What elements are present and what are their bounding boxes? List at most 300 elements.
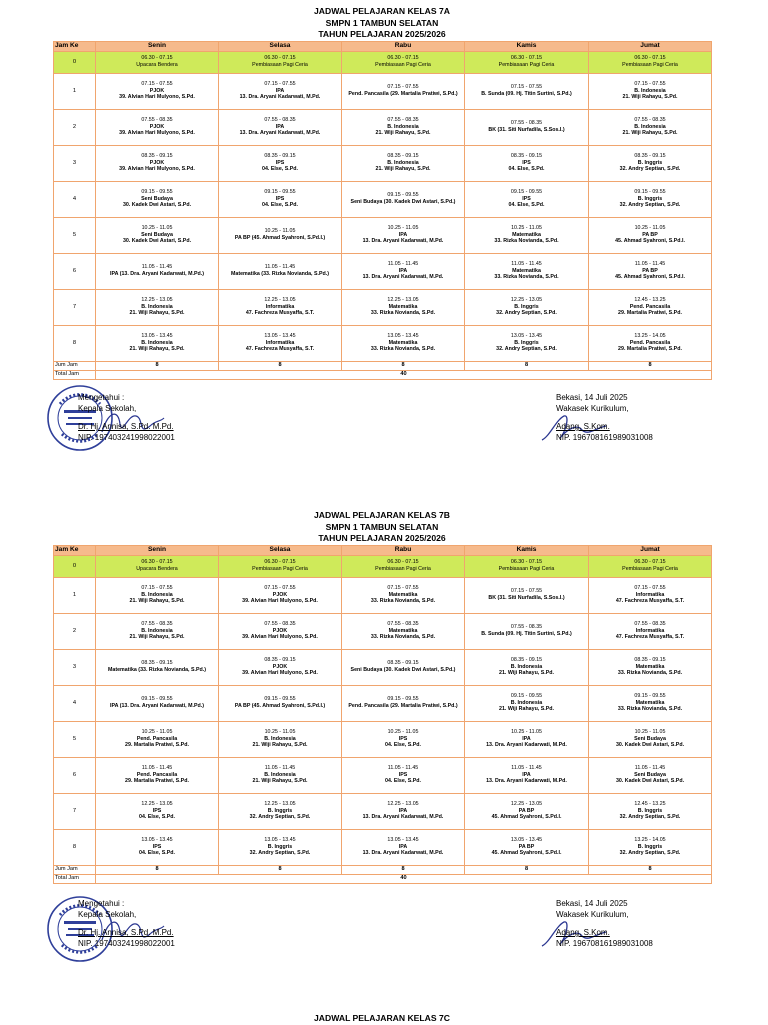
schedule-cell <box>219 325 342 361</box>
period-time: 08.35 - 09.15 <box>264 152 296 159</box>
schedule-table <box>53 545 712 884</box>
table-row <box>54 685 712 721</box>
period-time: 06.30 - 07.15 <box>510 55 543 62</box>
subject-name: B. Indonesia <box>141 627 173 634</box>
school-name: SMPN 1 TAMBUN SELATAN <box>325 17 439 28</box>
subject-name: IPA <box>522 771 531 778</box>
subject-name: Matematika <box>388 339 418 346</box>
period-time: 06.30 - 07.15 <box>387 55 419 62</box>
teacher-name: 32. Andry Septian, S.Pd. <box>619 166 681 173</box>
period-time: 11.05 - 11.45 <box>634 764 666 771</box>
period-time: 06.30 - 07.15 <box>264 559 296 566</box>
day-header-kamis: Kamis <box>465 41 589 51</box>
schedule-cell <box>465 145 589 181</box>
schedule-cell <box>219 613 342 649</box>
acknowledged-label: Mengetahui : <box>78 393 125 402</box>
schedule-cell <box>589 577 712 613</box>
subject-name: Pembiasaan Pagi Ceria <box>622 62 678 68</box>
teacher-name: 21. Wiji Rahayu, S.Pd. <box>622 94 678 101</box>
schedule-cell <box>96 757 219 793</box>
schedule-cell <box>465 649 589 685</box>
subject-name: Informatika <box>265 339 295 346</box>
subject-name: IPA (13. Dra. Aryani Kadarwati, M.Pd.) <box>110 703 204 709</box>
teacher-name: 04. Else, S.Pd. <box>262 166 298 173</box>
period-time: 13.05 - 13.45 <box>264 332 296 339</box>
schedule-cell <box>589 555 712 577</box>
schedule-cell <box>219 181 342 217</box>
schedule-cell <box>342 649 465 685</box>
subject-name: BK (31. Siti Nurfadila, S.Sos.I.) <box>488 127 565 133</box>
day-header-senin: Senin <box>96 41 219 51</box>
schedule-cell <box>219 51 342 73</box>
subject-name: B. Inggris <box>637 195 663 202</box>
period-time: 11.05 - 11.45 <box>387 764 419 771</box>
teacher-name: 33. Rizka Novianda, S.Pd. <box>617 670 683 677</box>
school-year: TAHUN PELAJARAN 2025/2026 <box>318 533 446 543</box>
jam-ke-header: Jam Ke <box>54 41 96 51</box>
period-time: 07.55 - 08.35 <box>510 624 543 631</box>
subject-name: PA BP <box>518 843 535 850</box>
principal-title: Kepala Sekolah, <box>78 403 137 413</box>
subject-name: Seni Budaya (30. Kadek Dwi Astari, S.Pd.) <box>350 199 456 205</box>
subject-name: Seni Budaya (30. Kadek Dwi Astari, S.Pd.) <box>350 667 456 673</box>
schedule-cell <box>96 253 219 289</box>
subject-name: B. Indonesia <box>264 735 296 742</box>
schedule-cell <box>219 649 342 685</box>
schedule-cell <box>96 217 219 253</box>
teacher-name: 29. Martalia Pratiwi, S.Pd. <box>618 346 682 353</box>
period-number: 8 <box>54 829 96 865</box>
period-time: 08.35 - 09.15 <box>264 656 296 663</box>
period-time: 07.15 - 07.55 <box>141 584 173 591</box>
subject-name: PA BP <box>642 231 658 238</box>
schedule-cell <box>96 325 219 361</box>
jum-jam-label: Jum Jam <box>54 361 96 370</box>
teacher-name: 47. Fachreza Musyaffa, S.T. <box>615 634 685 641</box>
jam-ke-header: Jam Ke <box>54 545 96 555</box>
schedule-cell <box>342 829 465 865</box>
period-time: 07.55 - 08.35 <box>634 620 666 627</box>
day-header-senin: Senin <box>96 545 219 555</box>
subject-name: Matematika <box>388 591 418 598</box>
schedule-cell <box>589 829 712 865</box>
table-row <box>54 613 712 649</box>
table-row <box>54 145 712 181</box>
schedule-cell <box>219 289 342 325</box>
subject-name: Informatika <box>635 627 665 634</box>
teacher-name: 32. Andry Septian, S.Pd. <box>619 814 681 821</box>
period-time: 12.45 - 13.25 <box>634 296 666 303</box>
schedule-cell <box>465 73 589 109</box>
period-time: 11.05 - 11.45 <box>141 264 173 271</box>
vice-principal-name: Adang, S.Kom. <box>556 928 610 937</box>
schedule-cell <box>589 181 712 217</box>
table-row <box>54 721 712 757</box>
subject-name: Pembiasaan Pagi Ceria <box>252 566 308 572</box>
schedule-cell <box>96 73 219 109</box>
teacher-name: 21. Wiji Rahayu, S.Pd. <box>252 742 308 749</box>
period-time: 10.25 - 11.05 <box>141 728 173 735</box>
subject-name: IPA <box>522 735 531 742</box>
period-time: 07.55 - 08.35 <box>141 116 173 123</box>
teacher-name: 04. Else, S.Pd. <box>262 202 298 209</box>
teacher-name: 29. Martalia Pratiwi, S.Pd. <box>125 778 189 785</box>
teacher-name: 04. Else, S.Pd. <box>508 166 545 173</box>
subject-name: Pend. Pancasila <box>629 339 671 346</box>
period-time: 09.15 - 09.55 <box>510 692 543 699</box>
subject-name: B. Indonesia <box>634 123 666 130</box>
vice-principal-signature-block <box>556 899 653 949</box>
schedule-cell <box>219 793 342 829</box>
schedule-cell <box>342 217 465 253</box>
subject-name: BK (31. Siti Nurfadila, S.Sos.I.) <box>488 595 565 601</box>
teacher-name: 39. Alvian Hari Mulyono, S.Pd. <box>119 130 195 137</box>
subject-name: IPA <box>275 87 285 94</box>
teacher-name: 33. Rizka Novianda, S.Pd. <box>617 706 683 713</box>
subject-name: IPS <box>398 771 408 778</box>
period-time: 10.25 - 11.05 <box>264 228 296 235</box>
day-header-kamis: Kamis <box>465 545 589 555</box>
vice-principal-nip: NIP. 196708161989031008 <box>556 938 653 948</box>
teacher-name: 21. Wiji Rahayu, S.Pd. <box>375 166 431 173</box>
schedule-7a <box>53 6 711 380</box>
period-time: 10.25 - 11.05 <box>634 224 666 231</box>
teacher-name: 39. Alvian Hari Mulyono, S.Pd. <box>242 634 318 641</box>
schedule-cell <box>219 829 342 865</box>
schedule-7b <box>53 510 711 884</box>
date-place: Bekasi, 14 Juli 2025 <box>556 899 628 908</box>
teacher-name: 04. Else, S.Pd. <box>139 814 175 821</box>
teacher-name: 45. Ahmad Syahroni, S.Pd.I. <box>491 850 562 857</box>
teacher-name: 33. Rizka Novianda, S.Pd. <box>370 346 436 353</box>
period-time: 07.55 - 08.35 <box>141 620 173 627</box>
period-number: 5 <box>54 721 96 757</box>
subject-name: B. Inggris <box>637 843 663 850</box>
period-time: 13.05 - 13.45 <box>510 836 543 843</box>
period-time: 13.05 - 13.45 <box>141 332 173 339</box>
schedule-cell <box>589 757 712 793</box>
period-number: 4 <box>54 181 96 217</box>
schedule-cell <box>465 721 589 757</box>
period-time: 10.25 - 11.05 <box>511 224 542 231</box>
subject-name: Pend. Pancasila (29. Martalia Pratiwi, S.Pd.) <box>348 91 458 97</box>
teacher-name: 32. Andry Septian, S.Pd. <box>496 310 557 317</box>
subject-name: Seni Budaya <box>141 231 173 238</box>
schedule-cell <box>589 51 712 73</box>
total-jam-label: Total Jam <box>54 874 96 883</box>
period-number: 3 <box>54 649 96 685</box>
schedule-cell <box>219 577 342 613</box>
period-time: 07.15 - 07.55 <box>264 584 296 591</box>
schedule-cell <box>219 757 342 793</box>
subject-name: PJOK <box>149 159 165 166</box>
teacher-name: 47. Fachreza Musyaffa, S.T. <box>615 598 685 605</box>
period-time: 12.25 - 13.05 <box>387 296 419 303</box>
schedule-cell <box>342 793 465 829</box>
period-time: 13.05 - 13.45 <box>141 836 173 843</box>
period-time: 09.15 - 09.55 <box>141 696 173 703</box>
period-number: 2 <box>54 109 96 145</box>
subject-name: IPA <box>398 843 408 850</box>
period-time: 12.25 - 13.05 <box>510 800 543 807</box>
subject-name: Informatika <box>265 303 295 310</box>
schedule-cell <box>589 649 712 685</box>
period-time: 12.25 - 13.05 <box>264 296 296 303</box>
period-number: 7 <box>54 793 96 829</box>
period-number: 0 <box>54 555 96 577</box>
principal-signature-block <box>78 899 175 949</box>
schedule-cell <box>96 109 219 145</box>
subject-name: Pembiasaan Pagi Ceria <box>622 566 678 572</box>
schedule-cell <box>465 109 589 145</box>
teacher-name: 39. Alvian Hari Mulyono, S.Pd. <box>242 598 318 605</box>
principal-title: Kepala Sekolah, <box>78 909 137 919</box>
teacher-name: 45. Ahmad Syahroni, S.Pd.I. <box>491 814 562 821</box>
period-time: 09.15 - 09.55 <box>387 192 419 199</box>
subject-name: Pembiasaan Pagi Ceria <box>375 62 431 68</box>
schedule-cell <box>589 73 712 109</box>
schedule-title: JADWAL PELAJARAN KELAS 7A <box>314 6 450 16</box>
subject-name: B. Sunda (09. Hj. Titin Surtini, S.Pd.) <box>481 631 572 637</box>
subject-name: PJOK <box>149 87 165 94</box>
schedule-cell <box>465 51 589 73</box>
period-number: 7 <box>54 289 96 325</box>
subject-name: IPA <box>398 267 408 274</box>
subject-name: B. Indonesia <box>387 159 419 166</box>
subject-name: PJOK <box>272 627 288 634</box>
period-time: 07.15 - 07.55 <box>510 84 543 91</box>
principal-name: Dr. Hj. Annisa, S.Pd. M.Pd. <box>78 422 174 431</box>
period-time: 11.05 - 11.45 <box>264 764 296 771</box>
period-time: 07.15 - 07.55 <box>634 80 666 87</box>
date-place: Bekasi, 14 Juli 2025 <box>556 393 628 402</box>
teacher-name: 21. Wiji Rahayu, S.Pd. <box>499 706 554 713</box>
schedule-cell <box>589 253 712 289</box>
schedule-cell <box>342 685 465 721</box>
period-time: 12.25 - 13.05 <box>141 800 173 807</box>
teacher-name: 32. Andry Septian, S.Pd. <box>249 850 311 857</box>
period-time: 08.35 - 09.15 <box>387 660 419 667</box>
subject-name: PA BP (45. Ahmad Syahroni, S.Pd.I.) <box>234 235 326 241</box>
teacher-name: 45. Ahmad Syahroni, S.Pd.I. <box>615 238 685 245</box>
period-time: 08.35 - 09.15 <box>510 152 543 159</box>
period-number: 6 <box>54 757 96 793</box>
schedule-cell <box>589 721 712 757</box>
schedule-cell <box>589 685 712 721</box>
period-number: 0 <box>54 51 96 73</box>
period-time: 10.25 - 11.05 <box>387 728 419 735</box>
period-number: 2 <box>54 613 96 649</box>
period-time: 06.30 - 07.15 <box>634 559 666 566</box>
teacher-name: 39. Alvian Hari Mulyono, S.Pd. <box>119 166 195 173</box>
schedule-cell <box>342 181 465 217</box>
subject-name: Pend. Pancasila <box>136 771 178 778</box>
schedule-cell <box>96 685 219 721</box>
subject-name: Seni Budaya <box>634 735 666 742</box>
table-row <box>54 253 712 289</box>
period-time: 06.30 - 07.15 <box>141 559 173 566</box>
period-time: 11.05 - 11.45 <box>141 764 173 771</box>
schedule-cell <box>342 757 465 793</box>
schedule-cell <box>589 145 712 181</box>
period-time: 07.15 - 07.55 <box>510 588 543 595</box>
subject-name: IPS <box>152 807 162 814</box>
subject-name: IPA <box>275 123 285 130</box>
schedule-cell <box>465 829 589 865</box>
day-header-rabu: Rabu <box>342 41 465 51</box>
principal-name: Dr. Hj. Annisa, S.Pd. M.Pd. <box>78 928 174 937</box>
period-number: 4 <box>54 685 96 721</box>
subject-name: B. Inggris <box>514 303 539 310</box>
schedule-cell <box>589 325 712 361</box>
period-time: 11.05 - 11.45 <box>511 764 542 771</box>
period-time: 13.25 - 14.05 <box>634 836 666 843</box>
schedule-title: JADWAL PELAJARAN KELAS 7B <box>314 510 450 520</box>
subject-name: Upacara Bendera <box>136 566 178 572</box>
subject-name: B. Indonesia <box>264 771 296 778</box>
subject-name: Pembiasaan Pagi Ceria <box>498 566 555 572</box>
schedule-header <box>53 6 711 41</box>
teacher-name: 13. Dra. Aryani Kadarwati, M.Pd. <box>362 238 444 245</box>
teacher-name: 32. Andry Septian, S.Pd. <box>496 346 557 353</box>
schedule-cell <box>96 721 219 757</box>
period-time: 07.15 - 07.55 <box>387 84 419 91</box>
period-time: 06.30 - 07.15 <box>141 55 173 62</box>
subject-name: Informatika <box>635 591 665 598</box>
teacher-name: 39. Alvian Hari Mulyono, S.Pd. <box>242 670 318 677</box>
period-time: 10.25 - 11.05 <box>634 728 666 735</box>
period-time: 07.15 - 07.55 <box>634 584 666 591</box>
subject-name: PA BP <box>642 267 658 274</box>
subject-name: B. Indonesia <box>634 87 666 94</box>
subject-name: Pend. Pancasila <box>629 303 671 310</box>
schedule-cell <box>219 145 342 181</box>
subject-name: IPA <box>398 231 408 238</box>
schedule-cell <box>96 181 219 217</box>
teacher-name: 29. Martalia Pratiwi, S.Pd. <box>618 310 682 317</box>
period-time: 12.25 - 13.05 <box>264 800 296 807</box>
principal-nip: NIP. 197403241998022001 <box>78 432 175 442</box>
school-year: TAHUN PELAJARAN 2025/2026 <box>318 29 446 39</box>
teacher-name: 47. Fachreza Musyaffa, S.T. <box>245 346 315 353</box>
schedule-cell <box>219 73 342 109</box>
teacher-name: 33. Rizka Novianda, S.Pd. <box>494 238 559 245</box>
schedule-cell <box>465 793 589 829</box>
teacher-name: 39. Alvian Hari Mulyono, S.Pd. <box>119 94 195 101</box>
table-row <box>54 577 712 613</box>
period-time: 10.25 - 11.05 <box>387 224 419 231</box>
period-time: 12.25 - 13.05 <box>387 800 419 807</box>
teacher-name: 13. Dra. Aryani Kadarwati, M.Pd. <box>362 274 444 281</box>
subject-name: Matematika <box>512 267 541 274</box>
schedule-cell <box>465 325 589 361</box>
period-time: 07.15 - 07.55 <box>141 80 173 87</box>
table-row <box>54 649 712 685</box>
teacher-name: 13. Dra. Aryani Kadarwati, M.Pd. <box>486 778 567 785</box>
period-time: 09.15 - 09.55 <box>264 696 296 703</box>
school-name: SMPN 1 TAMBUN SELATAN <box>325 521 439 532</box>
period-number: 1 <box>54 73 96 109</box>
period-time: 11.05 - 11.45 <box>511 260 542 267</box>
teacher-name: 29. Martalia Pratiwi, S.Pd. <box>125 742 189 749</box>
subject-name: Matematika <box>635 699 665 706</box>
subject-name: Matematika <box>388 627 418 634</box>
subject-name: Pembiasaan Pagi Ceria <box>375 566 431 572</box>
period-time: 07.15 - 07.55 <box>264 80 296 87</box>
teacher-name: 21. Wiji Rahayu, S.Pd. <box>499 670 554 677</box>
teacher-name: 32. Andry Septian, S.Pd. <box>249 814 311 821</box>
schedule-cell <box>342 577 465 613</box>
schedule-cell <box>465 181 589 217</box>
day-header-jumat: Jumat <box>589 41 712 51</box>
subject-name: IPS <box>275 195 285 202</box>
schedule-cell <box>219 685 342 721</box>
schedule-cell <box>465 685 589 721</box>
teacher-name: 04. Else, S.Pd. <box>508 202 545 209</box>
table-row <box>54 289 712 325</box>
header-row <box>54 545 712 555</box>
table-row <box>54 555 712 577</box>
hours-per-day-row <box>54 361 712 370</box>
subject-name: B. Inggris <box>514 339 539 346</box>
subject-name: PA BP (45. Ahmad Syahroni, S.Pd.I.) <box>234 703 326 709</box>
vice-principal-title: Wakasek Kurikulum, <box>556 403 629 413</box>
period-time: 13.05 - 13.45 <box>387 836 419 843</box>
schedule-cell <box>465 577 589 613</box>
schedule-cell <box>96 577 219 613</box>
subject-name: Seni Budaya <box>634 771 666 778</box>
period-time: 07.55 - 08.35 <box>634 116 666 123</box>
teacher-name: 04. Else, S.Pd. <box>385 742 421 749</box>
teacher-name: 45. Ahmad Syahroni, S.Pd.I. <box>615 274 685 281</box>
period-number: 3 <box>54 145 96 181</box>
subject-name: Pembiasaan Pagi Ceria <box>498 62 555 68</box>
hours-per-day-value: 8 <box>465 361 589 370</box>
period-time: 13.05 - 13.45 <box>510 332 543 339</box>
period-time: 06.30 - 07.15 <box>264 55 296 62</box>
day-header-selasa: Selasa <box>219 545 342 555</box>
schedule-cell <box>342 73 465 109</box>
vice-principal-nip: NIP. 196708161989031008 <box>556 432 653 442</box>
teacher-name: 13. Dra. Aryani Kadarwati, M.Pd. <box>239 94 321 101</box>
teacher-name: 21. Wiji Rahayu, S.Pd. <box>375 130 431 137</box>
subject-name: Seni Budaya <box>141 195 173 202</box>
period-time: 07.55 - 08.35 <box>387 116 419 123</box>
period-time: 08.35 - 09.15 <box>634 656 666 663</box>
subject-name: IPA (13. Dra. Aryani Kadarwati, M.Pd.) <box>110 271 204 277</box>
subject-name: IPS <box>152 843 162 850</box>
acknowledged-label: Mengetahui : <box>78 899 125 908</box>
total-hours-value: 40 <box>96 370 712 379</box>
period-time: 08.35 - 09.15 <box>141 152 173 159</box>
teacher-name: 04. Else, S.Pd. <box>385 778 421 785</box>
schedule-cell <box>219 217 342 253</box>
table-row <box>54 325 712 361</box>
subject-name: Matematika <box>512 231 541 238</box>
total-hours-row <box>54 370 712 379</box>
hours-per-day-value: 8 <box>219 361 342 370</box>
schedule-cell <box>96 555 219 577</box>
period-time: 09.15 - 09.55 <box>264 188 296 195</box>
teacher-name: 21. Wiji Rahayu, S.Pd. <box>129 598 185 605</box>
period-time: 12.25 - 13.05 <box>510 296 543 303</box>
schedule-cell <box>342 613 465 649</box>
subject-name: PA BP <box>518 807 535 814</box>
schedule-cell <box>465 555 589 577</box>
period-time: 08.35 - 09.15 <box>634 152 666 159</box>
schedule-cell <box>589 217 712 253</box>
period-time: 06.30 - 07.15 <box>634 55 666 62</box>
